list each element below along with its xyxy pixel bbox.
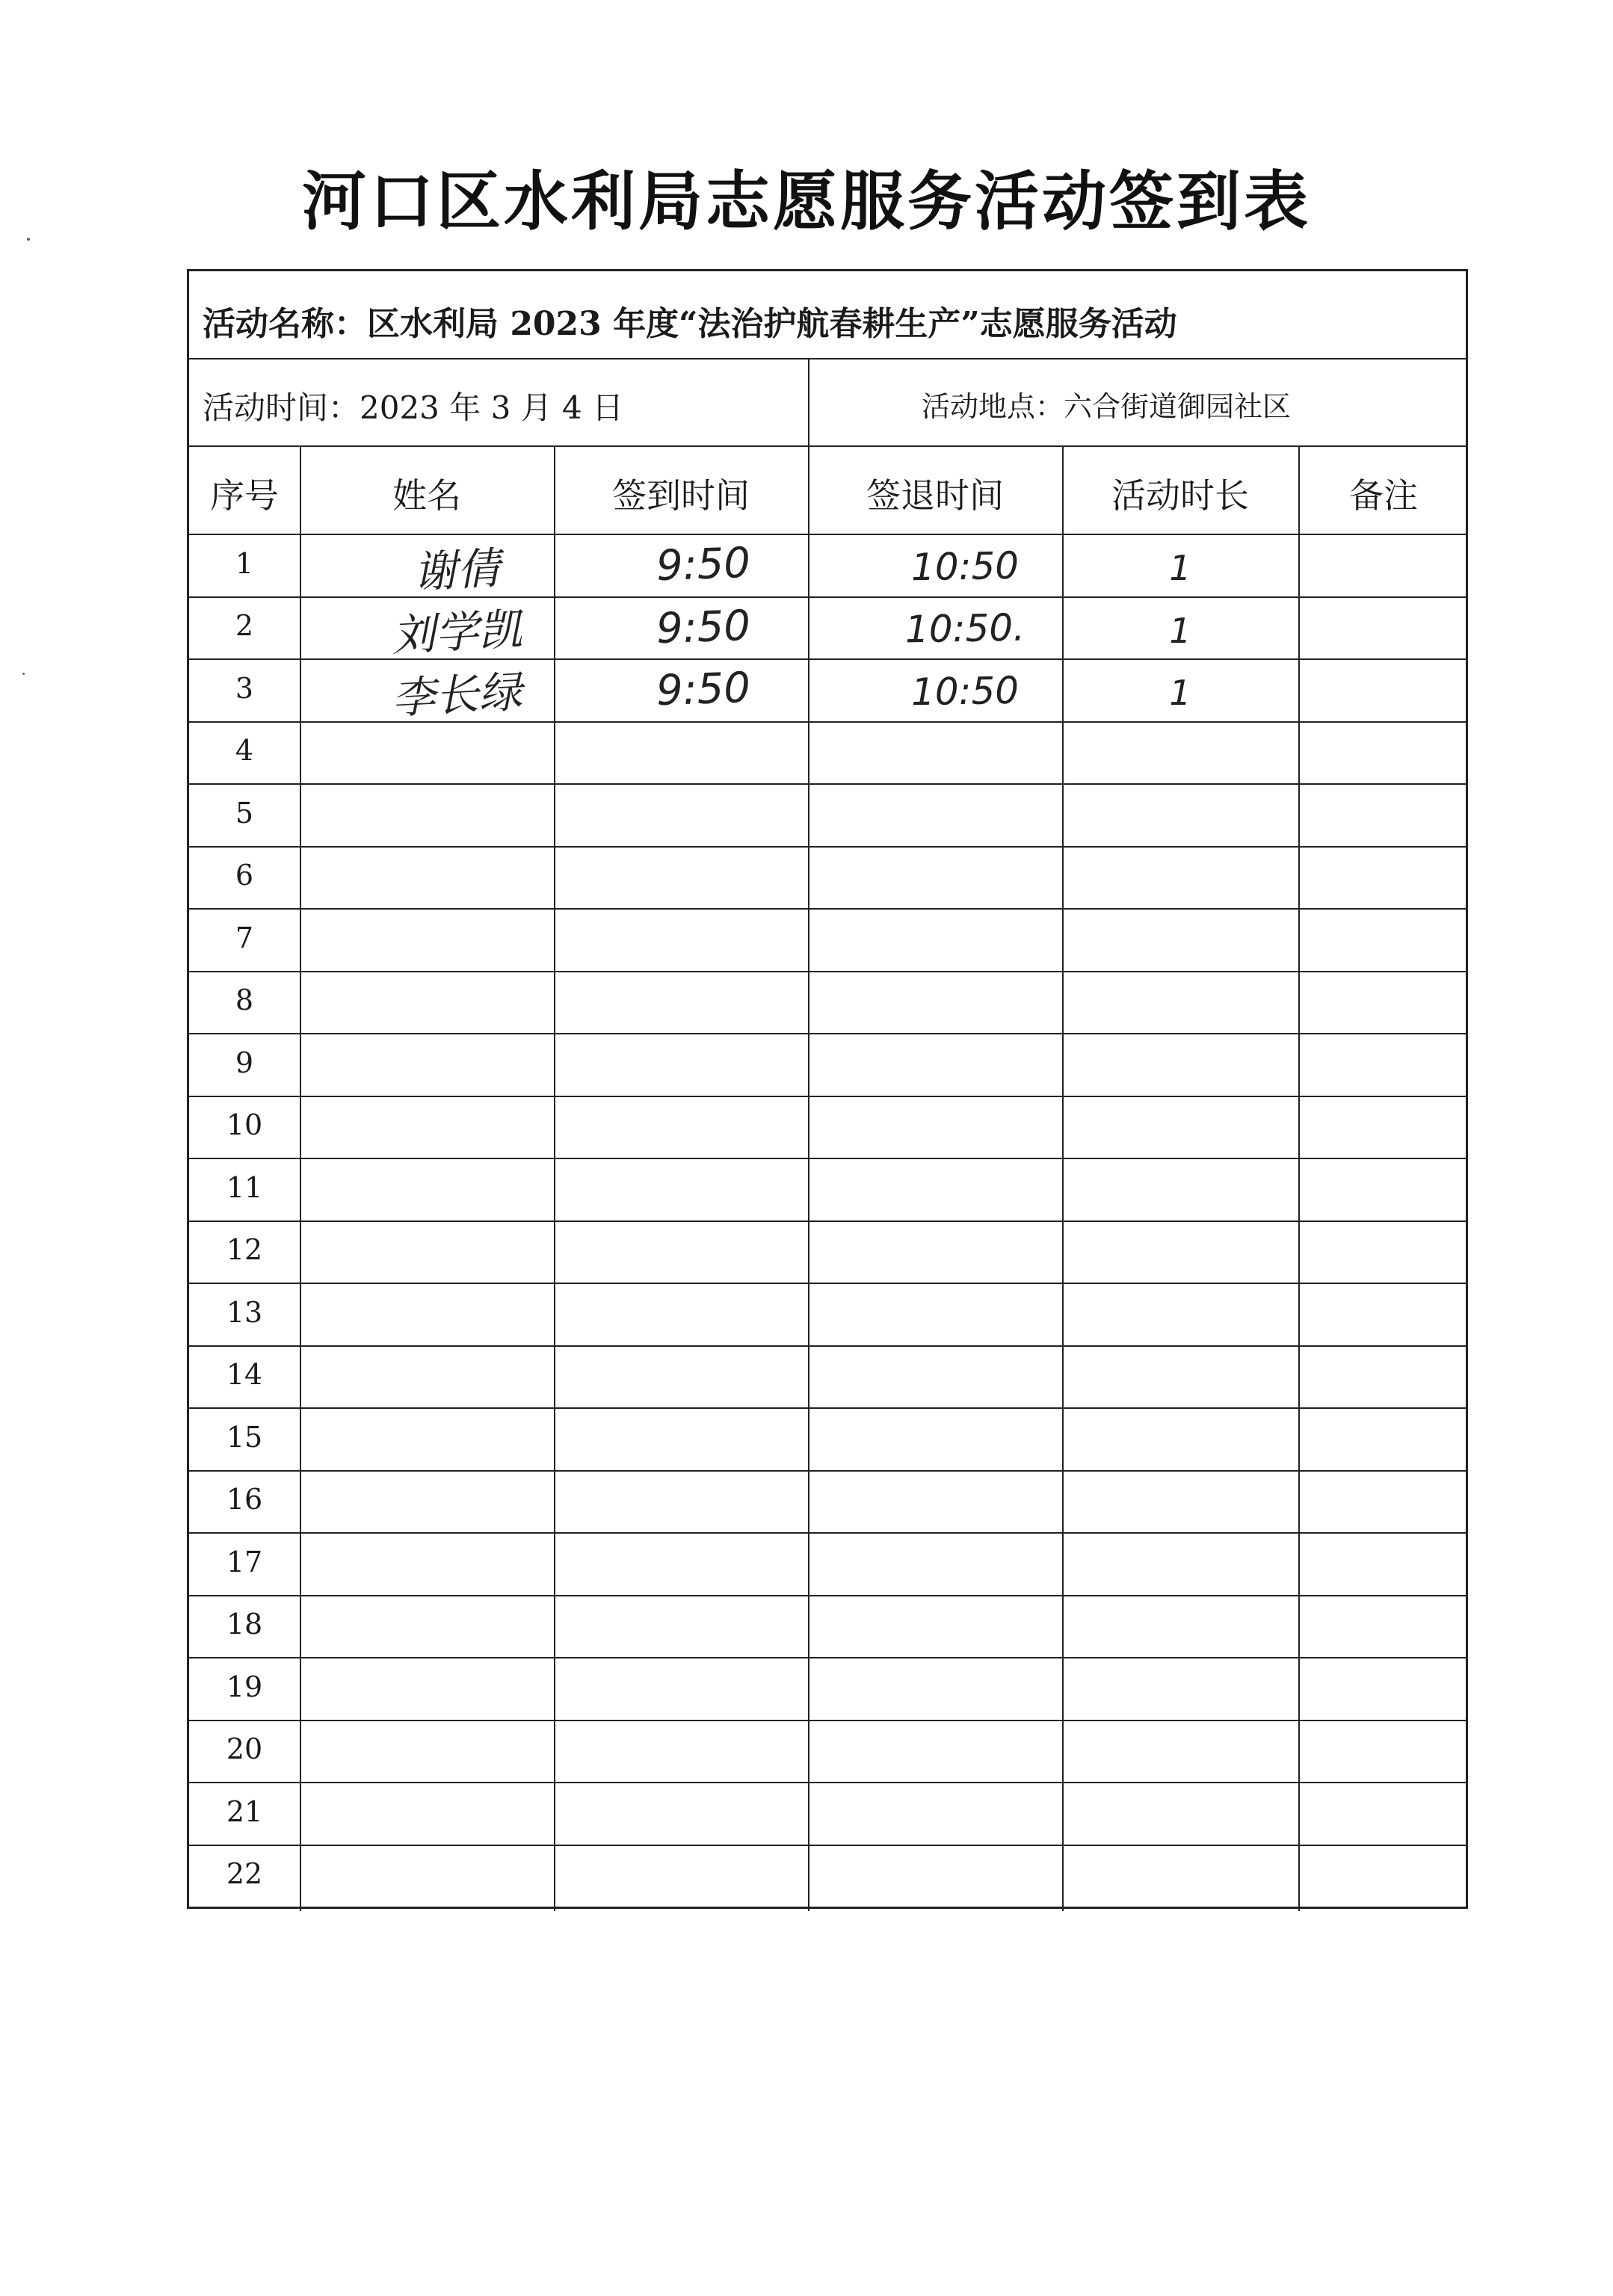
row-number: 9 (235, 1046, 254, 1079)
page-title: 河口区水利局志愿服务活动签到表 (302, 164, 1311, 239)
row-divider (189, 1220, 1466, 1222)
row-number: 11 (226, 1170, 263, 1204)
scan-speck (22, 673, 25, 675)
handwritten-out: 10:50 (910, 668, 1020, 715)
scan-speck (27, 238, 30, 241)
divider (189, 445, 1466, 447)
row-divider (189, 908, 1466, 910)
row-number: 16 (226, 1483, 263, 1516)
row-number: 22 (226, 1857, 263, 1891)
row-divider (189, 1407, 1466, 1409)
row-number: 10 (226, 1108, 263, 1142)
row-divider (189, 1595, 1466, 1596)
col-header-no: 序号 (210, 475, 279, 516)
row-number: 15 (226, 1420, 263, 1454)
row-divider (189, 1283, 1466, 1284)
row-number: 1 (235, 546, 254, 580)
row-number: 12 (226, 1233, 263, 1267)
col-header-signin: 签到时间 (612, 475, 750, 516)
row-number: 3 (235, 671, 254, 705)
row-number: 5 (235, 796, 254, 830)
handwritten-out: 10:50. (904, 605, 1026, 652)
col-header-note: 备注 (1349, 475, 1418, 516)
row-number: 20 (226, 1732, 263, 1766)
row-divider (189, 1033, 1466, 1034)
handwritten-hours: 1 (1169, 610, 1191, 651)
col-divider (300, 445, 301, 1911)
divider (808, 358, 809, 445)
activity-time: 活动时间：2023 年 3 月 4 日 (203, 389, 624, 426)
row-divider (189, 846, 1466, 848)
handwritten-out: 10:50 (910, 543, 1020, 590)
row-divider (189, 1158, 1466, 1159)
row-number: 14 (226, 1358, 263, 1392)
row-number: 19 (226, 1670, 263, 1703)
row-number: 7 (235, 921, 254, 954)
activity-place: 活动地点：六合街道御园社区 (922, 390, 1292, 423)
handwritten-hours: 1 (1169, 673, 1191, 714)
row-divider (189, 1657, 1466, 1658)
row-number: 21 (226, 1794, 263, 1828)
divider (189, 358, 1466, 359)
handwritten-hours: 1 (1169, 548, 1191, 589)
row-number: 6 (235, 859, 254, 892)
col-divider (1062, 445, 1064, 1911)
handwritten-in: 9:50 (656, 538, 751, 591)
row-number: 4 (235, 734, 254, 768)
handwritten-name: 谢倩 (412, 542, 502, 598)
row-divider (189, 783, 1466, 785)
handwritten-name: 李长绿 (390, 666, 523, 724)
row-number: 17 (226, 1545, 263, 1578)
row-divider (189, 1720, 1466, 1721)
activity-name: 活动名称：区水利局 2023 年度“法治护航春耕生产”志愿服务活动 (203, 305, 1177, 343)
row-number: 8 (235, 984, 254, 1017)
handwritten-in: 9:50 (656, 663, 751, 716)
col-divider (1298, 445, 1300, 1911)
signin-table (187, 269, 1468, 1909)
row-number: 18 (226, 1608, 263, 1641)
row-divider (189, 1470, 1466, 1472)
row-divider (189, 971, 1466, 972)
handwritten-in: 9:50 (656, 601, 751, 653)
row-divider (189, 1782, 1466, 1783)
col-header-signout: 签退时间 (866, 475, 1004, 516)
col-header-duration: 活动时长 (1111, 475, 1249, 516)
row-divider (189, 1345, 1466, 1347)
handwritten-name: 刘学凯 (390, 603, 523, 661)
row-number: 2 (235, 609, 254, 643)
col-header-name: 姓名 (392, 475, 461, 516)
row-number: 13 (226, 1295, 263, 1329)
row-divider (189, 1096, 1466, 1097)
row-divider (189, 1845, 1466, 1846)
row-divider (189, 534, 1466, 535)
row-divider (189, 1532, 1466, 1534)
